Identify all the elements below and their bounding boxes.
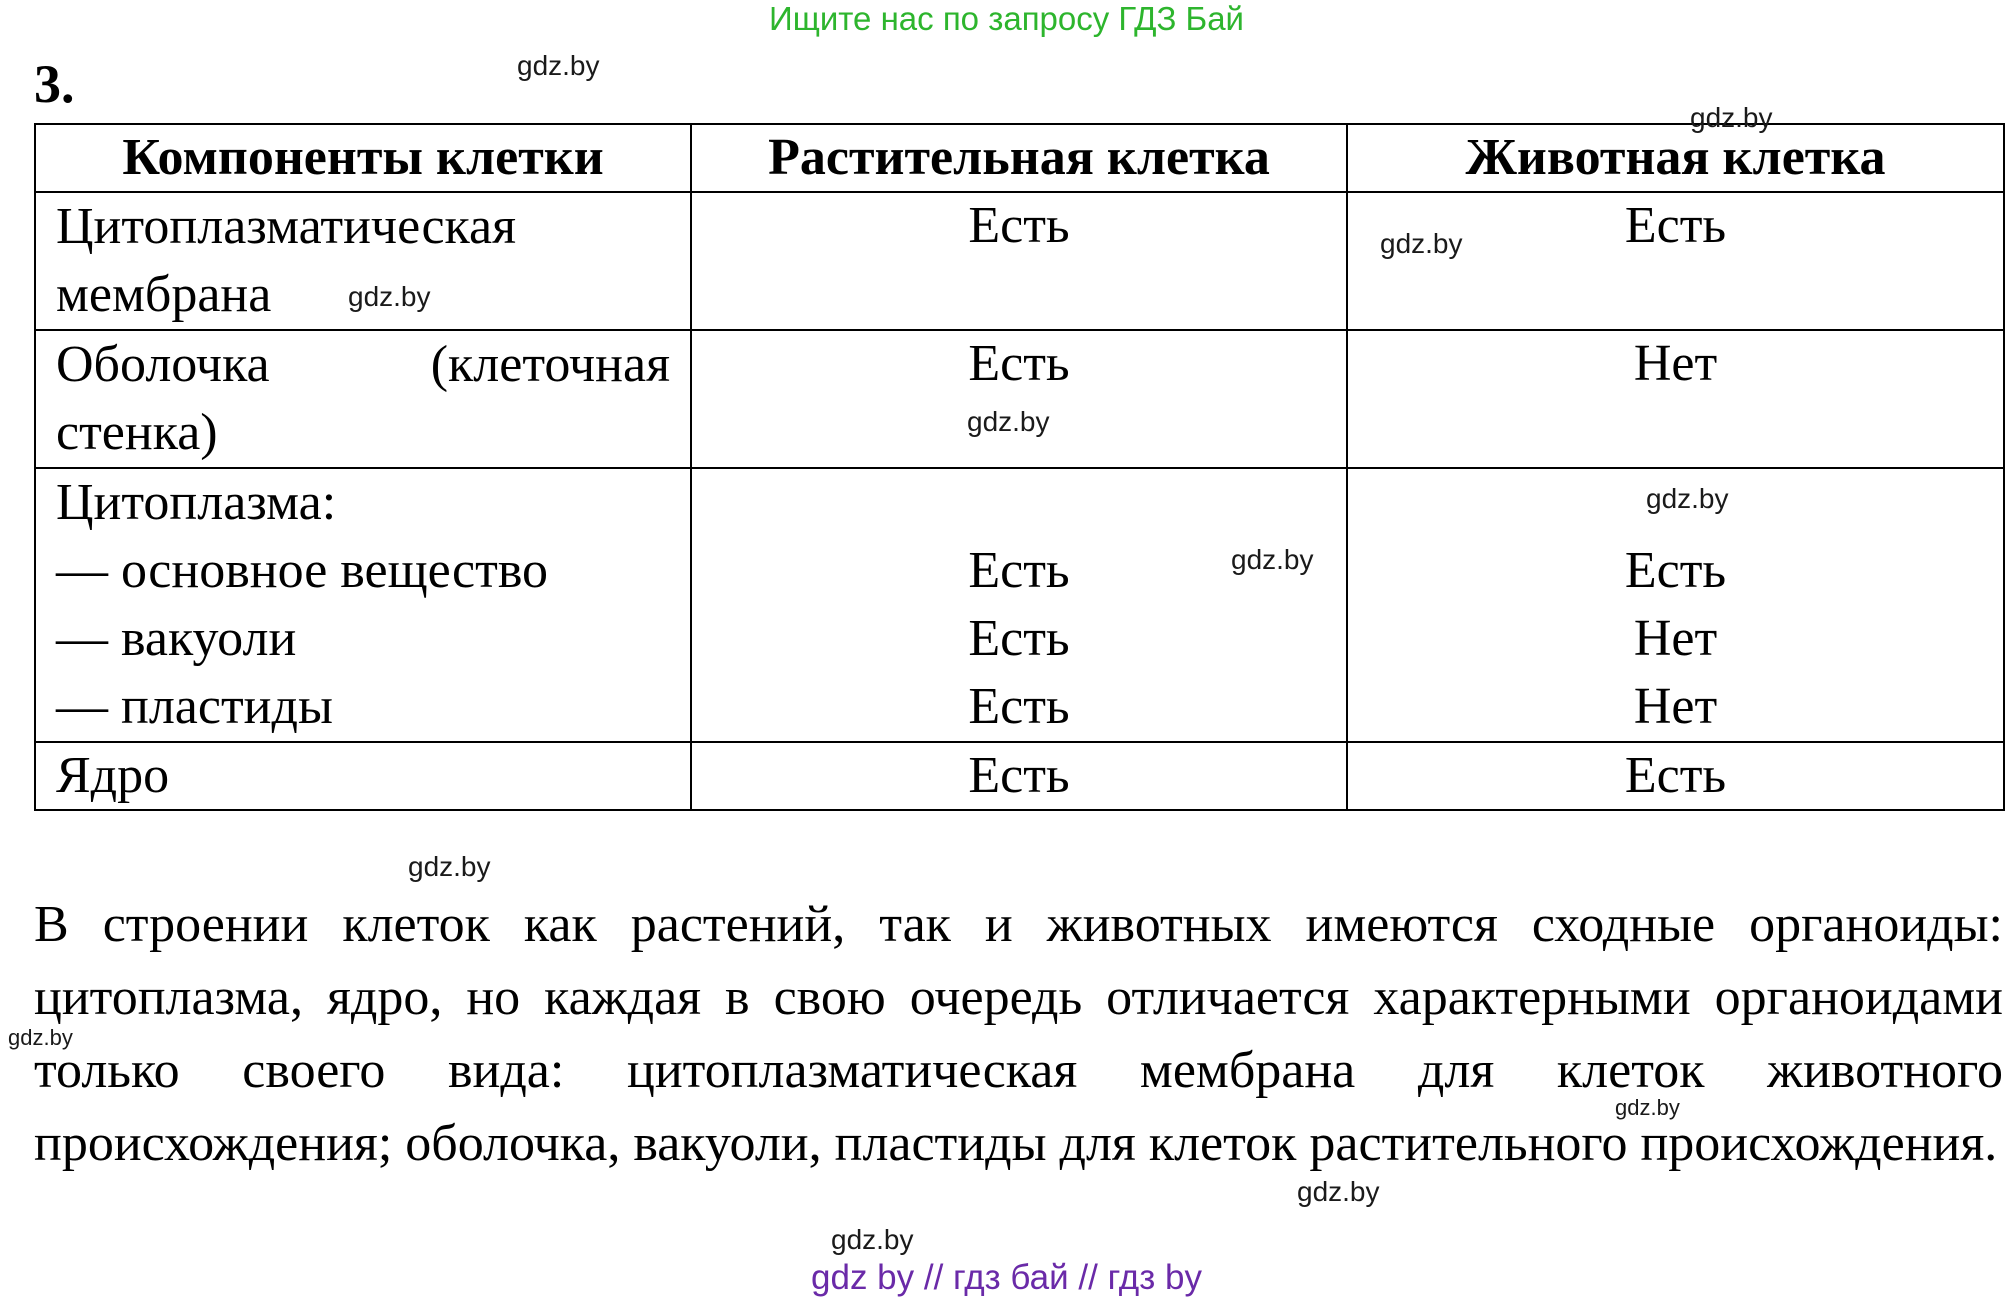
watermark: gdz.by — [831, 1224, 914, 1255]
row-label-nucleus: Ядро — [35, 742, 691, 810]
table-row-nucleus — [35, 742, 2004, 810]
comparison-table — [34, 123, 2005, 811]
header-components: Компоненты клетки — [35, 124, 691, 192]
membrane-label-line1: Цитоплазматическая — [56, 198, 517, 255]
watermark: gdz.by — [348, 281, 431, 312]
watermark: gdz.by — [1646, 483, 1729, 514]
watermark: gdz.by — [1297, 1176, 1380, 1207]
watermark: gdz.by — [8, 1025, 73, 1050]
cytoplasm-animal-value: Нет — [1633, 678, 1718, 735]
task-number: 3. — [34, 54, 75, 114]
cytoplasm-item-label: — вакуоли — [56, 610, 297, 667]
cell-wall-label-part1: Оболочка — [56, 336, 270, 393]
cytoplasm-spacer — [712, 469, 1326, 537]
table-row-membrane — [35, 192, 2004, 330]
watermark: gdz.by — [1690, 102, 1773, 133]
membrane-label-line2: мембрана — [56, 266, 272, 323]
cell-wall-label-line1 — [56, 331, 670, 399]
cytoplasm-plant-values — [691, 468, 1347, 742]
cytoplasm-item-label: — основное вещество — [56, 542, 549, 599]
watermark: gdz.by — [517, 50, 600, 81]
footer-links: gdz by // гдз бай // гдз by — [811, 1258, 1202, 1297]
cytoplasm-plant-value: Есть — [968, 678, 1070, 735]
watermark: gdz.by — [1615, 1095, 1680, 1120]
cytoplasm-plant-value: Есть — [968, 542, 1070, 599]
cytoplasm-label: Цитоплазма: — [56, 474, 337, 531]
nucleus-plant-value: Есть — [691, 742, 1347, 810]
nucleus-animal-value: Есть — [1347, 742, 2004, 810]
membrane-plant-value: Есть — [691, 192, 1347, 330]
cell-wall-plant-value: Есть — [691, 330, 1347, 468]
watermark: gdz.by — [408, 851, 491, 882]
watermark: gdz.by — [1380, 228, 1463, 259]
watermark: gdz.by — [967, 406, 1050, 437]
top-banner: Ищите нас по запросу ГДЗ Бай — [769, 0, 1244, 37]
header-animal-cell: Животная клетка — [1347, 124, 2004, 192]
header-plant-cell: Растительная клетка — [691, 124, 1347, 192]
cell-wall-label-line2: стенка) — [56, 404, 218, 461]
cytoplasm-animal-value: Есть — [1624, 542, 1727, 599]
cytoplasm-plant-value: Есть — [968, 610, 1070, 667]
row-label-cell-wall — [35, 330, 691, 468]
table-row-cell-wall — [35, 330, 2004, 468]
watermark: gdz.by — [1231, 544, 1314, 575]
cell-wall-animal-value: Нет — [1347, 330, 2004, 468]
cytoplasm-item-label: — пластиды — [56, 678, 333, 735]
row-label-cytoplasm — [35, 468, 691, 742]
membrane-animal-value: Есть — [1347, 192, 2004, 330]
cytoplasm-animal-value: Нет — [1633, 610, 1718, 667]
table-header-row — [35, 124, 2004, 192]
conclusion-paragraph: В строении клеток как растений, так и животных имеются сходные органоиды: цитоплазма, ядро, но каждая в свою очередь отличается характерными органоидами только своего вида: цитоплазматическая мембрана для клеток животного происхождения; оболочка, вакуоли, пластиды для клеток растительного происхождения. — [34, 896, 2003, 1172]
cell-wall-label-part2: (клеточная — [430, 336, 670, 393]
